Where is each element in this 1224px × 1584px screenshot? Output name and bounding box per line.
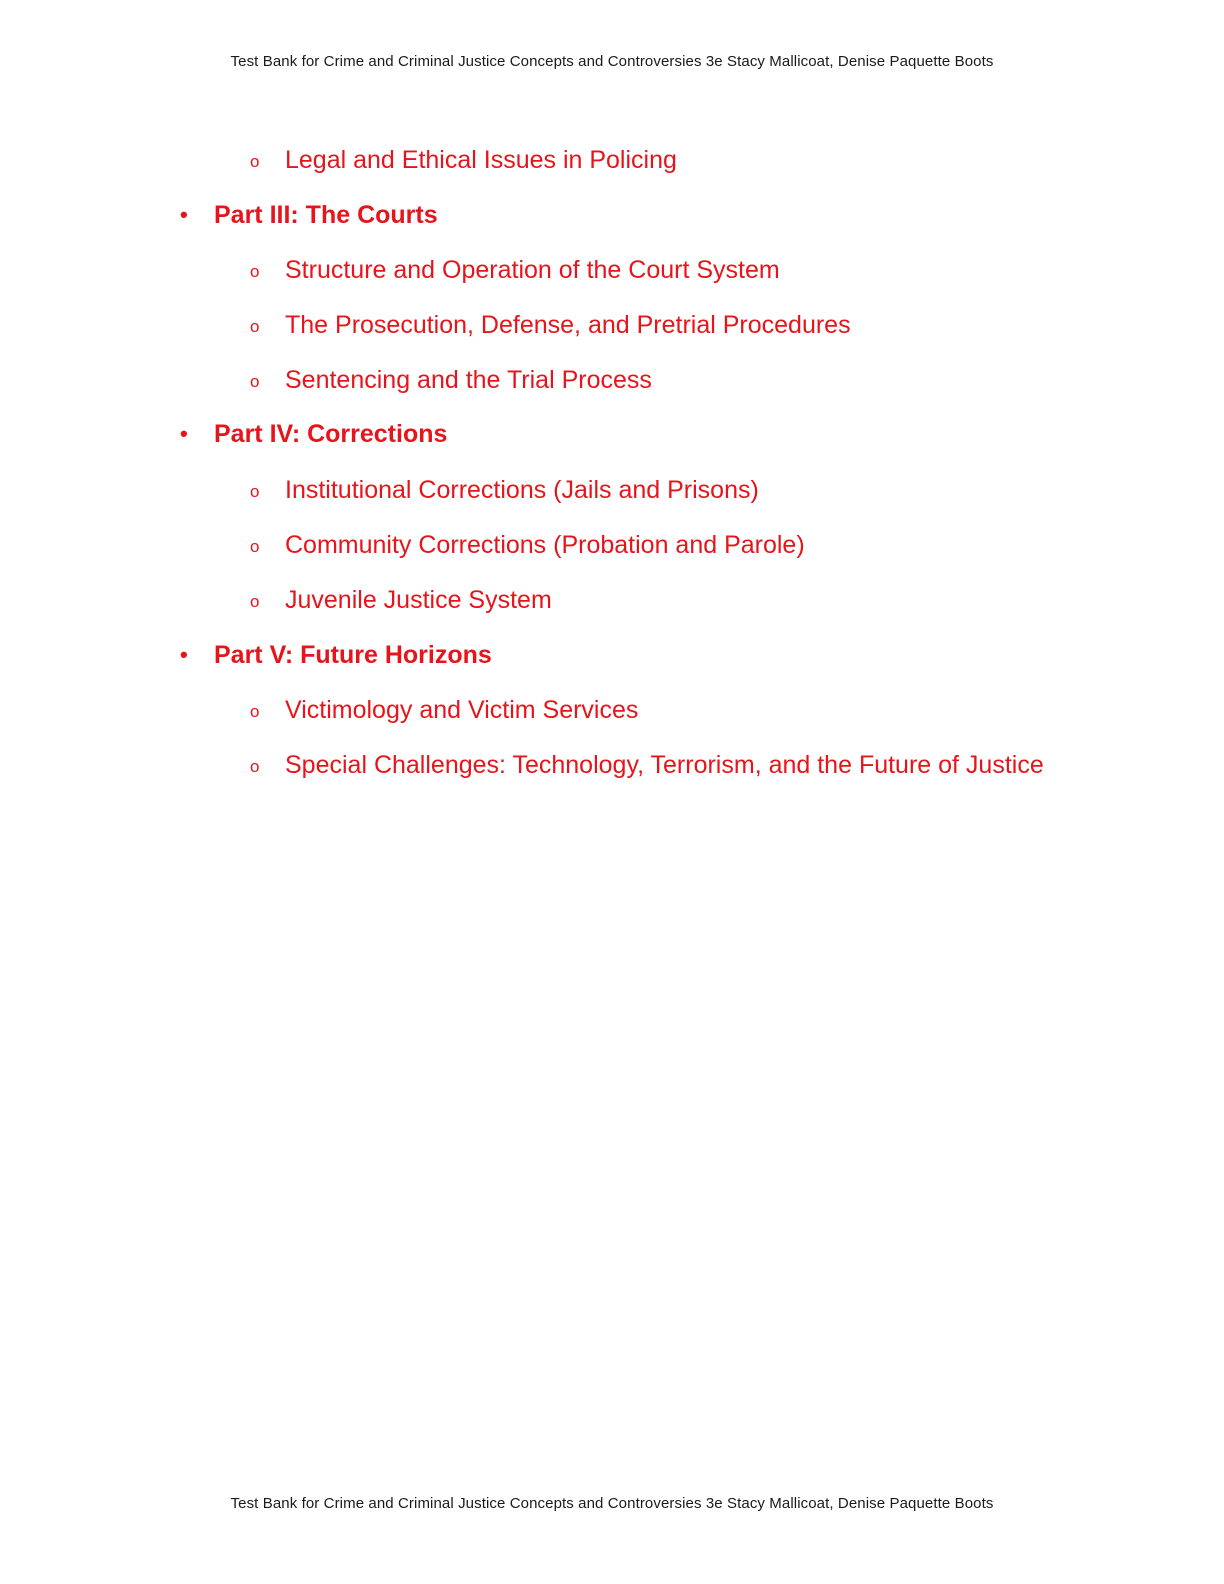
running-header: Test Bank for Crime and Criminal Justice Concepts and Controversies 3e Stacy Mallicoat, Denise Paquette Boots (230, 53, 994, 70)
outline-item-label: Community Corrections (Probation and Parole) (285, 531, 805, 559)
part-heading (180, 635, 492, 675)
circle-bullet-icon: o (250, 262, 260, 281)
outline-item-label: Victimology and Victim Services (285, 696, 639, 724)
circle-bullet-icon: o (250, 482, 260, 501)
circle-bullet-icon: o (250, 372, 260, 391)
outline-item-label: Legal and Ethical Issues in Policing (285, 146, 677, 174)
part-title: Part IV: Corrections (214, 420, 448, 448)
outline-item (250, 360, 652, 400)
part-title: Part III: The Courts (214, 201, 438, 229)
outline-item (250, 525, 805, 565)
circle-bullet-icon: o (250, 702, 260, 721)
outline-item-label: Juvenile Justice System (285, 586, 552, 614)
outline-item-label: The Prosecution, Defense, and Pretrial Procedures (285, 311, 851, 339)
part-title: Part V: Future Horizons (214, 641, 492, 669)
outline-item-label: Sentencing and the Trial Process (285, 366, 652, 394)
outline-item-label: Structure and Operation of the Court System (285, 256, 780, 284)
outline-item-label: Special Challenges: Technology, Terrorism, and the Future of Justice (285, 751, 1044, 779)
running-footer: Test Bank for Crime and Criminal Justice Concepts and Controversies 3e Stacy Mallicoat, Denise Paquette Boots (230, 1495, 994, 1512)
circle-bullet-icon: o (250, 317, 260, 336)
circle-bullet-icon: o (250, 592, 260, 611)
outline-item (250, 690, 639, 730)
circle-bullet-icon: o (250, 537, 260, 556)
outline-item (250, 470, 759, 510)
part-heading (180, 195, 438, 235)
circle-bullet-icon: o (250, 757, 260, 776)
outline-item-label: Institutional Corrections (Jails and Prisons) (285, 476, 759, 504)
outline-item (250, 580, 552, 620)
circle-bullet-icon: o (250, 152, 260, 171)
part-heading (180, 414, 448, 454)
bullet-icon: • (180, 642, 188, 667)
bullet-icon: • (180, 421, 188, 446)
outline-item (250, 140, 677, 180)
outline-item (250, 250, 780, 290)
bullet-icon: • (180, 202, 188, 227)
outline-item (250, 305, 851, 345)
outline-item (250, 745, 1069, 785)
